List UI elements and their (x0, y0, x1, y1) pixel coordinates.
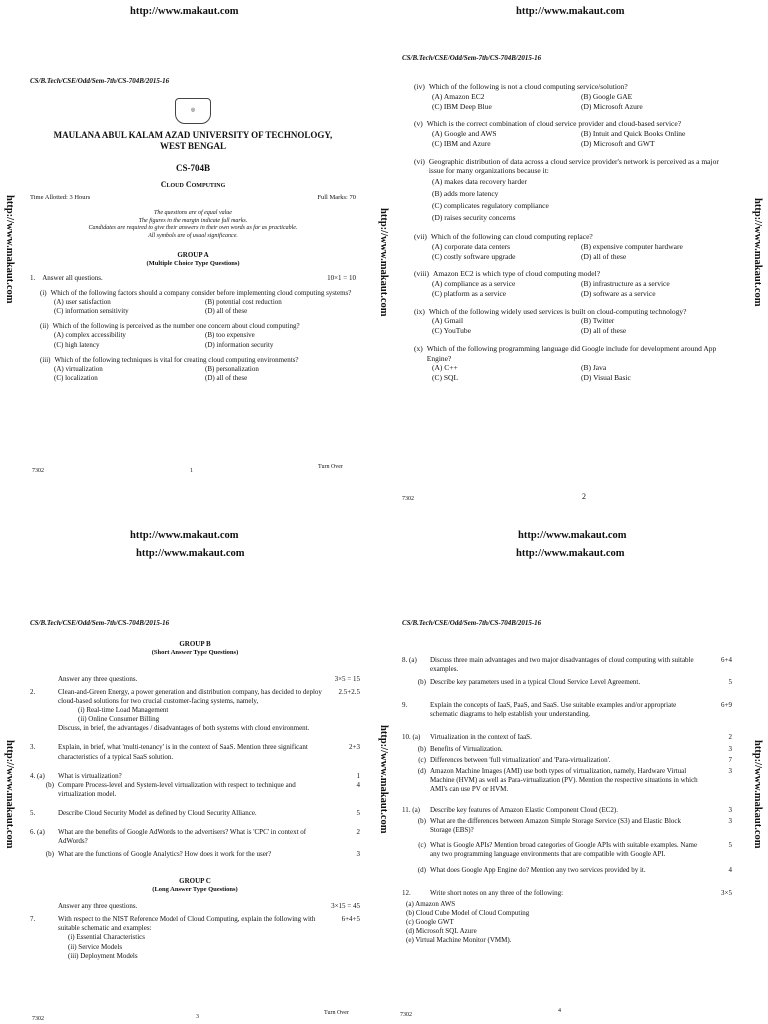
group-a-subtitle: (Multiple Choice Type Questions) (146, 259, 240, 267)
paper-code-title: CS-704B (175, 162, 210, 173)
q4a: 4. (a) What is virtualization? 1 (30, 771, 360, 780)
university-state: WEST BENGAL (159, 141, 227, 152)
university-name: MAULANA ABUL KALAM AZAD UNIVERSITY OF TECHNOLOGY, (53, 130, 333, 140)
page-number-1: 1 (190, 468, 193, 474)
group-a-title: GROUP A (177, 251, 209, 260)
full-marks: Full Marks: 70 (317, 193, 356, 201)
q11c: (c) What is Google APIs? Mention broad categories of Google APIs with suitable examples. Name any two programming language environments that are compatible with Google API. 5 (418, 841, 732, 859)
q6b: (b) What are the functions of Google Analytics? How does it work for the user? 3 (45, 850, 360, 859)
q9: 9. Explain the concepts of IaaS, PaaS, and SaaS. Use suitable examples and/or appropriate schematic diagrams to help establish your understanding. 6+9 (402, 701, 732, 719)
q10b: (b) Benefits of Virtualization. 3 (417, 744, 732, 753)
mcq-v: (v) Which is the correct combination of cloud service provider and cloud-based service? (A) Google and AWS (B) Intuit and Quick Books Online (C) IBM and Azure (D) Microsoft and GWT (414, 119, 686, 148)
page-number-2: 2 (582, 492, 586, 501)
group-b-title: GROUP B (179, 640, 211, 648)
vertical-url-right-bottom[interactable]: http://www.makaut.com (752, 740, 763, 849)
footer-code-p4: 7302 (400, 1012, 412, 1018)
q11d: (d) What does Google App Engine do? Mention any two services provided by it. 4 (417, 865, 732, 874)
q10a: 10. (a) Virtualization in the context of IaaS. 2 (402, 733, 732, 742)
q12: 12. Write short notes on any three of the following: 3×5 (402, 888, 732, 897)
q11b: (b) What are the differences between Amazon Simple Storage Service (S3) and Elastic Block Storage (EBS)? 3 (417, 817, 732, 835)
mcq-vii: (vii) Which of the following can cloud computing replace? (A) corporate data centers (B) expensive computer hardware (C) costly software upgrade (D) all of these (414, 232, 683, 261)
page-1: ◎ MAULANA ABUL KALAM AZAD UNIVERSITY OF TECHNOLOGY, WEST BENGAL CS-704B Cloud Computing Time Allotted: 3 Hours Full Marks: 70 The questions are of equal value The figures in the margin indicate full marks. Candidates are required to give their answers in their own words as far as practicable. All symbols are of usual significance. GROUP A (Multiple Choice Type Questions) 1. Answer all questions. 10×1 = 10 (i) Which of the following factors should a company consider before implementing cloud computing systems? (A) user satisfaction (B) potential cost reduction (C) information sensitivity (D) all of these (ii) Which of the following is perceived as the number one concern about cloud computing? (A) complex accessibility (B) too expensive (C) high latency (D) information security (iii) Which of the following techniques is vital for creating cloud computing environments? (A) virtualization (B) personalization (C) localization (D) all of these (30, 98, 356, 383)
instructions: The questions are of equal value The figures in the margin indicate full marks. Candidates are required to give their answers in their own words as far as practicable. All symbols are of usual significance. (88, 209, 298, 240)
q5: 5. Describe Cloud Security Model as defined by Cloud Security Alliance. 5 (30, 808, 360, 817)
time-allotted: Time Allotted: 3 Hours (30, 193, 91, 201)
q2: 2. Clean-and-Green Energy, a power generation and distribution company, has decided to deploy cloud-based solutions for two crucial customer-facing systems, namely, (i) Real-time Load Management (ii) Online Consumer Billing Discuss, in brief, the advantages / disadvantages of both systems with cloud environment. 2.5+2.5 (30, 687, 360, 733)
mcq-i: (i) Which of the following factors should a company consider before implementing cloud computing systems? (A) user satisfaction (B) potential cost reduction (C) information sensitivity (D) all of these (40, 289, 352, 316)
q8a: 8. (a) Discuss three main advantages and two major disadvantages of cloud computing with suitable examples. 6+4 (402, 656, 732, 674)
paper-code-p2: CS/B.Tech/CSE/Odd/Sem-7th/CS-704B/2015-16 (402, 54, 542, 62)
footer-code-p1: 7302 (32, 468, 44, 474)
q10c: (c) Differences between 'full virtualization' and 'Para-virtualization'. 7 (418, 755, 732, 764)
q7: 7. With respect to the NIST Reference Model of Cloud Computing, explain the following with suitable schematic and examples: (i) Essential Characteristics (ii) Service Models (iii) Deployment Models 6+4+5 (30, 915, 360, 960)
group-c-subtitle: (Long Answer Type Questions) (152, 886, 238, 894)
middle-url-left-2[interactable]: http://www.makaut.com (136, 548, 245, 559)
subject-title: Cloud Computing (160, 179, 226, 189)
mcq-viii: (viii) Amazon EC2 is which type of cloud computing model? (A) compliance as a service (B) infrastructure as a service (C) platform as a service (D) software as a service (414, 269, 670, 298)
turn-over-p3: Turn Over (324, 1010, 349, 1016)
turn-over-p1: Turn Over (318, 464, 343, 470)
vertical-url-left-bottom[interactable]: http://www.makaut.com (4, 740, 15, 849)
q1-instruction: Answer all questions. (42, 273, 103, 282)
footer-code-p2: 7302 (402, 496, 414, 502)
middle-url-left-1[interactable]: http://www.makaut.com (130, 530, 239, 541)
vertical-url-left-top[interactable]: http://www.makaut.com (4, 195, 15, 304)
q6a: 6. (a) What are the benefits of Google AdWords to the advertisers? What is 'CPC' in context of AdWords? 2 (30, 828, 360, 846)
header-url-left[interactable]: http://www.makaut.com (130, 6, 239, 17)
page-3: GROUP B (Short Answer Type Questions) Answer any three questions. 3×5 = 15 2. Clean-and-Green Energy, a power generation and distribution company, has decided to deploy cloud-based solutions for two crucial customer-facing systems, namely, (i) Real-time Load Management (ii) Online Consumer Billing Discuss, in brief, the advantages / disadvantages of both systems with cloud environment. 2.5+2.5 3. Explain, in brief, what 'multi-tenancy' is in the context of SaaS. Mention three significant characteristics of a typical SaaS solution. 2+3 4. (a) What is virtualization? 1 (b) Compare Process-level and System-level virtualization with respect to technique and virtualization model. 4 5. Describe Cloud Security Model as defined by Cloud Security Alliance. 5 6. (a) What are the benefits of Google AdWords to the advertisers? What is 'CPC' in context of AdWords? 2 (b) What are the functions of Google Analytics? How does it work for the user? 3 GROUP C (Long Answer Type Questions) Answer any three questions. 3×15 = 45 7. With respect to the NIST Reference Model of Cloud Computing, explain the following with suitable schematic and examples: (i) Essential Characteristics (ii) Service Models (iii) Deployment Models 6+4+5 (30, 640, 360, 960)
mcq-iv: (iv) Which of the following is not a cloud computing service/solution? (A) Amazon EC2 (B) Google GAE (C) IBM Deep Blue (D) Microsoft Azure (414, 82, 643, 111)
paper-code-p1: CS/B.Tech/CSE/Odd/Sem-7th/CS-704B/2015-16 (30, 77, 170, 85)
paper-code-p4: CS/B.Tech/CSE/Odd/Sem-7th/CS-704B/2015-16 (402, 619, 542, 627)
mcq-x: (x) Which of the following programming language did Google include for development around App Engine? (A) C++ (B) Java (C) SQL (D) Visual Basic (414, 343, 717, 382)
mcq-iii: (iii) Which of the following techniques is vital for creating cloud computing environments? (A) virtualization (B) personalization (C) localization (D) all of these (40, 355, 299, 382)
middle-url-right-2[interactable]: http://www.makaut.com (516, 548, 625, 559)
page-2 (414, 82, 730, 383)
group-b-subtitle: (Short Answer Type Questions) (151, 648, 239, 656)
paper-code-p3: CS/B.Tech/CSE/Odd/Sem-7th/CS-704B/2015-16 (30, 619, 170, 627)
group-c-title: GROUP C (179, 877, 211, 886)
q11a: 11. (a) Describe key features of Amazon Elastic Component Cloud (EC2). 3 (402, 806, 732, 815)
middle-url-right-1[interactable]: http://www.makaut.com (518, 530, 627, 541)
footer-code-p3: 7302 (32, 1016, 44, 1022)
q4b: (b) Compare Process-level and System-level virtualization with respect to technique and virtualization model. 4 (45, 780, 360, 798)
q8b: (b) Describe key parameters used in a typical Cloud Service Level Agreement. 5 (417, 678, 732, 687)
header-url-right[interactable]: http://www.makaut.com (516, 6, 625, 17)
q10d: (d) Amazon Machine Images (AMI) use both types of virtualization, namely, Hardware Virtual Machine (HVM) as well as Para-virtualization (PV). Mention the respective situations in which AMI's can use PV or HVM. 3 (417, 766, 732, 793)
mcq-ii: (ii) Which of the following is perceived as the number one concern about cloud computing? (A) complex accessibility (B) too expensive (C) high latency (D) information security (40, 322, 300, 349)
q3: 3. Explain, in brief, what 'multi-tenancy' is in the context of SaaS. Mention three significant characteristics of a typical SaaS solution. 2+3 (30, 743, 360, 761)
vertical-url-right-top[interactable]: http://www.makaut.com (752, 198, 763, 307)
page-4 (402, 656, 732, 945)
vertical-url-middle-bottom[interactable]: http://www.makaut.com (378, 725, 389, 834)
page-number-4: 4 (558, 1008, 561, 1014)
q1-marks: 10×1 = 10 (327, 273, 356, 282)
vertical-url-middle-top[interactable]: http://www.makaut.com (378, 208, 389, 317)
university-logo: ◎ (175, 98, 211, 124)
mcq-vi: (vi) Geographic distribution of data across a cloud service provider's network is perceived as a major issue for many organizations because it: (A) makes data recovery harder (B) adds more latency (C) complicates regulatory compliance (D) raises security concerns (414, 156, 719, 222)
mcq-ix: (ix) Which of the following widely used services is built on cloud-computing technology? (A) Gmail (B) Twitter (C) YouTube (D) all of these (414, 306, 687, 335)
q12-options: (a) Amazon AWS (b) Cloud Cube Model of Cloud Computing (c) Google GWT (d) Microsoft SQL Azure (e) Virtual Machine Monitor (VMM). (406, 899, 530, 945)
page-number-3: 3 (196, 1014, 199, 1020)
